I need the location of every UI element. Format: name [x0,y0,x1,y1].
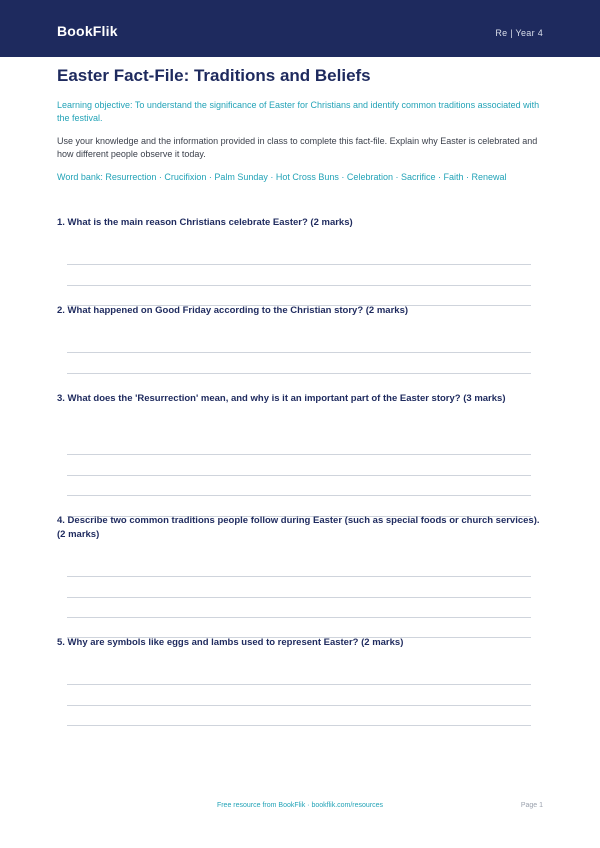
answer-line[interactable] [67,285,531,286]
question-1: 1. What is the main reason Christians celebrate Easter? (2 marks) [57,217,353,228]
answer-line[interactable] [67,352,531,353]
learning-objective: Learning objective: To understand the significance of Easter for Christians and identify common traditions associated with the festival. [57,100,540,123]
answer-line[interactable] [67,454,531,455]
answer-line[interactable] [67,597,531,598]
worksheet-intro [57,66,543,184]
question-2: 2. What happened on Good Friday according to the Christian story? (2 marks) [57,305,409,316]
brand-logo[interactable]: BookFlik [57,23,118,39]
subject-year-label: Re | Year 4 [495,28,543,38]
answer-line[interactable] [67,495,531,496]
answer-line[interactable] [67,576,531,577]
header-bar [0,0,600,57]
page-title: Easter Fact-File: Traditions and Beliefs [57,66,371,85]
question-4: 4. Describe two common traditions people follow during Easter (such as special foods or church services). (2 marks) [57,515,540,540]
page-number: Page 1 [520,802,543,809]
answer-line[interactable] [67,264,531,265]
word-bank: Word bank: Resurrection · Crucifixion · Palm Sunday · Hot Cross Buns · Celebration · Sacrifice · Faith · Renewal [57,172,507,182]
answer-line[interactable] [67,617,531,618]
answer-line[interactable] [67,373,531,374]
answer-line[interactable] [67,475,531,476]
question-5: 5. Why are symbols like eggs and lambs used to represent Easter? (2 marks) [57,637,404,648]
footer-credit[interactable]: Free resource from BookFlik · bookflik.com/resources [216,802,384,809]
instructions: Use your knowledge and the information provided in class to complete this fact-file. Explain why Easter is celebrated and how different people observe it today. [57,136,538,159]
answer-line[interactable] [67,725,531,726]
answer-line[interactable] [67,705,531,706]
answer-line[interactable] [67,684,531,685]
question-3: 3. What does the 'Resurrection' mean, and why is it an important part of the Easter story? (3 marks) [57,393,506,404]
